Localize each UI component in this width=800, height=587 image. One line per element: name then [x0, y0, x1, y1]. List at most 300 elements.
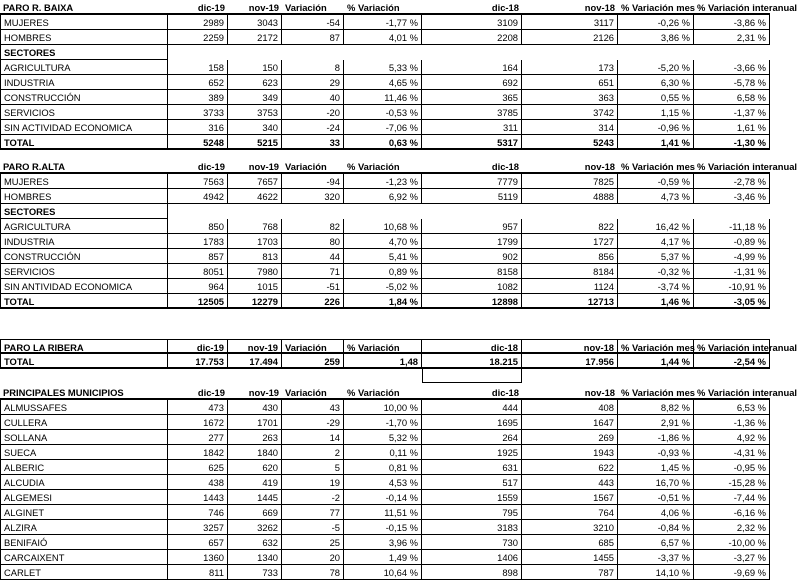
cell-dic19: 625 [168, 460, 228, 475]
cell-dic19: 652 [168, 75, 228, 90]
cell-nov19: 3753 [228, 105, 282, 120]
cell-nov18: 3742 [522, 105, 618, 120]
cell-nov18: 856 [522, 249, 618, 264]
cell-variacion: 5 [282, 460, 344, 475]
cell-variacion: 2 [282, 445, 344, 460]
cell-pct-variacion-mes: -5,20 % [618, 60, 694, 75]
cell-nov19: 349 [228, 90, 282, 105]
cell-label: PARO LA RIBERA [0, 339, 168, 354]
table-row [0, 565, 800, 580]
cell-pct-variacion-interanual: -2,78 % [694, 174, 770, 189]
cell-variacion: 20 [282, 550, 344, 565]
cell-pct-variacion: 0,11 % [344, 445, 422, 460]
cell-pct-variacion: 10,64 % [344, 565, 422, 580]
cell-pct-variacion-mes: -0,32 % [618, 264, 694, 279]
cell-pct-variacion-mes: 4,06 % [618, 505, 694, 520]
cell-pct-variacion-interanual: -2,54 % [694, 354, 770, 369]
cell-pct-variacion-mes: 8,82 % [618, 400, 694, 415]
cell-pct-variacion-interanual: -3,05 % [694, 294, 770, 309]
cell-dic18: 7779 [422, 174, 522, 189]
cell-dic19: 3257 [168, 520, 228, 535]
cell-dic18: 1799 [422, 234, 522, 249]
cell-variacion: -2 [282, 490, 344, 505]
cell-dic19: dic-19 [168, 159, 228, 174]
cell-variacion: -5 [282, 520, 344, 535]
cell-nov18: 8184 [522, 264, 618, 279]
cell-pct-variacion-mes: 0,55 % [618, 90, 694, 105]
cell-dic18: 5317 [422, 135, 522, 150]
cell-variacion: 82 [282, 219, 344, 234]
cell-nov19: 1340 [228, 550, 282, 565]
cell-label: PARO R.ALTA [0, 159, 168, 174]
cell-nov18: 363 [522, 90, 618, 105]
cell-nov19: 768 [228, 219, 282, 234]
cell-variacion: -20 [282, 105, 344, 120]
cell-dic18: 8158 [422, 264, 522, 279]
cell-label: BENIFAIÓ [0, 535, 168, 550]
cell-pct-variacion-interanual: -4,31 % [694, 445, 770, 460]
cell-pct-variacion-interanual: -15,28 % [694, 475, 770, 490]
block-header [0, 0, 800, 15]
table-row [0, 279, 800, 294]
cell-dic19: 17.753 [168, 354, 228, 369]
cell-pct-variacion: % Variación [344, 159, 422, 174]
cell-label: ALCUDIA [0, 475, 168, 490]
cell-pct-variacion: 5,33 % [344, 60, 422, 75]
cell-variacion: 71 [282, 264, 344, 279]
cell-dic19: 438 [168, 475, 228, 490]
cell-dic19: 277 [168, 430, 228, 445]
table-row [0, 520, 800, 535]
cell-label: SIN ANTIVIDAD ECONOMICA [0, 279, 168, 294]
cell-nov19: 3043 [228, 15, 282, 30]
cell-variacion: 80 [282, 234, 344, 249]
municipios-header [0, 385, 800, 400]
table-row [0, 264, 800, 279]
cell-pct-variacion-mes: -3,74 % [618, 279, 694, 294]
cell-pct-variacion-interanual: 1,61 % [694, 120, 770, 135]
section-label: SECTORES [0, 204, 168, 219]
cell-pct-variacion: 4,53 % [344, 475, 422, 490]
cell-nov19: 7980 [228, 264, 282, 279]
cell-pct-variacion: 11,46 % [344, 90, 422, 105]
cell-dic18: dic-18 [422, 0, 522, 15]
cell-pct-variacion: % Variación [344, 339, 422, 354]
cell-pct-variacion-interanual: -5,78 % [694, 75, 770, 90]
cell-pct-variacion: 1,84 % [344, 294, 422, 309]
cell-pct-variacion-interanual: % Variación interanual [694, 385, 770, 400]
cell-pct-variacion-mes: -0,51 % [618, 490, 694, 505]
cell-nov19: 623 [228, 75, 282, 90]
cell-pct-variacion-interanual: -4,99 % [694, 249, 770, 264]
cell-pct-variacion: 4,01 % [344, 30, 422, 45]
cell-dic18: 902 [422, 249, 522, 264]
cell-dic18: 1695 [422, 415, 522, 430]
cell-label: ALGEMESI [0, 490, 168, 505]
cell-nov18: 17.956 [522, 354, 618, 369]
cell-pct-variacion-interanual: % Variación interanual [694, 0, 770, 15]
cell-pct-variacion: 0,63 % [344, 135, 422, 150]
table-row [0, 60, 800, 75]
cell-pct-variacion-interanual: -3,27 % [694, 550, 770, 565]
cell-variacion: Variación [282, 385, 344, 400]
cell-nov19: 12279 [228, 294, 282, 309]
cell-label: SIN ACTIVIDAD ECONOMICA [0, 120, 168, 135]
cell-nov19: 1701 [228, 415, 282, 430]
cell-dic19: 857 [168, 249, 228, 264]
cell-label: CONSTRUCCIÓN [0, 90, 168, 105]
cell-dic18: 692 [422, 75, 522, 90]
table-row [0, 550, 800, 565]
cell-nov19: 620 [228, 460, 282, 475]
cell-nov19: 669 [228, 505, 282, 520]
ribera-header [0, 339, 800, 354]
cell-dic19: 8051 [168, 264, 228, 279]
cell-nov19: 5215 [228, 135, 282, 150]
cell-nov18: 314 [522, 120, 618, 135]
cell-nov18: 764 [522, 505, 618, 520]
cell-nov19: 419 [228, 475, 282, 490]
cell-pct-variacion-mes: -0,59 % [618, 174, 694, 189]
cell-pct-variacion: -1,70 % [344, 415, 422, 430]
cell-label: TOTAL [0, 294, 168, 309]
cell-pct-variacion: 11,51 % [344, 505, 422, 520]
cell-variacion: 78 [282, 565, 344, 580]
cell-pct-variacion: 1,49 % [344, 550, 422, 565]
cell-label: SERVICIOS [0, 264, 168, 279]
cell-dic19: 1672 [168, 415, 228, 430]
cell-pct-variacion: 10,00 % [344, 400, 422, 415]
cell-variacion: 25 [282, 535, 344, 550]
cell-pct-variacion-mes: 3,86 % [618, 30, 694, 45]
cell-label: HOMBRES [0, 189, 168, 204]
cell-dic18: 1925 [422, 445, 522, 460]
cell-nov18: 12713 [522, 294, 618, 309]
cell-pct-variacion-interanual: 4,92 % [694, 430, 770, 445]
cell-dic19: 7563 [168, 174, 228, 189]
cell-pct-variacion-mes: % Variación mes [618, 385, 694, 400]
cell-pct-variacion-interanual: -1,37 % [694, 105, 770, 120]
cell-variacion: Variación [282, 339, 344, 354]
cell-pct-variacion-mes: 4,17 % [618, 234, 694, 249]
cell-pct-variacion-mes: 1,46 % [618, 294, 694, 309]
cell-dic19: 1443 [168, 490, 228, 505]
cell-label: ALMUSSAFES [0, 400, 168, 415]
cell-variacion: 44 [282, 249, 344, 264]
cell-pct-variacion-interanual: -3,86 % [694, 15, 770, 30]
cell-nov18: 3210 [522, 520, 618, 535]
cell-nov18: 173 [522, 60, 618, 75]
cell-label: SERVICIOS [0, 105, 168, 120]
total-row [0, 135, 800, 150]
cell-nov19: 1703 [228, 234, 282, 249]
cell-dic18: 164 [422, 60, 522, 75]
cell-dic18: 957 [422, 219, 522, 234]
cell-pct-variacion-interanual: % Variación interanual [694, 159, 770, 174]
table-row [0, 249, 800, 264]
cell-pct-variacion-interanual: -3,66 % [694, 60, 770, 75]
cell-pct-variacion-mes: 1,15 % [618, 105, 694, 120]
cell-dic18: 12898 [422, 294, 522, 309]
cell-dic18: dic-18 [422, 159, 522, 174]
cell-variacion: 19 [282, 475, 344, 490]
cell-pct-variacion-mes: 6,57 % [618, 535, 694, 550]
ribera-total-row [0, 354, 800, 369]
cell-nov19: nov-19 [228, 385, 282, 400]
cell-variacion: 259 [282, 354, 344, 369]
cell-dic18: 1406 [422, 550, 522, 565]
cell-pct-variacion-interanual: -0,95 % [694, 460, 770, 475]
cell-nov19: 1445 [228, 490, 282, 505]
cell-variacion: 87 [282, 30, 344, 45]
cell-label: TOTAL [0, 354, 168, 369]
cell-dic19: dic-19 [168, 385, 228, 400]
cell-nov18: nov-18 [522, 159, 618, 174]
cell-dic18: 2208 [422, 30, 522, 45]
cell-nov18: nov-18 [522, 0, 618, 15]
cell-variacion: -29 [282, 415, 344, 430]
cell-pct-variacion-interanual: -10,91 % [694, 279, 770, 294]
cell-variacion: 14 [282, 430, 344, 445]
cell-pct-variacion-mes: 16,70 % [618, 475, 694, 490]
cell-pct-variacion-mes: -0,26 % [618, 15, 694, 30]
cell-nov18: 1727 [522, 234, 618, 249]
cell-pct-variacion-interanual: -3,46 % [694, 189, 770, 204]
cell-pct-variacion: -0,53 % [344, 105, 422, 120]
table-row [0, 30, 800, 45]
table-row [0, 219, 800, 234]
cell-nov19: 3262 [228, 520, 282, 535]
cell-pct-variacion-interanual: 6,53 % [694, 400, 770, 415]
cell-variacion: 8 [282, 60, 344, 75]
cell-pct-variacion: -1,77 % [344, 15, 422, 30]
cell-dic18: 18.215 [422, 354, 522, 369]
cell-dic18: 3183 [422, 520, 522, 535]
cell-dic19: 158 [168, 60, 228, 75]
cell-dic19: 811 [168, 565, 228, 580]
table-row [0, 75, 800, 90]
cell-nov18: 1943 [522, 445, 618, 460]
table-row [0, 445, 800, 460]
cell-dic19: 3733 [168, 105, 228, 120]
cell-nov18: 822 [522, 219, 618, 234]
section-label: SECTORES [0, 45, 168, 60]
cell-nov18: 4888 [522, 189, 618, 204]
cell-nov18: 7825 [522, 174, 618, 189]
cell-variacion: Variación [282, 0, 344, 15]
cell-pct-variacion: 1,48 [344, 354, 422, 369]
cell-label: ALZIRA [0, 520, 168, 535]
cell-nov18: 1455 [522, 550, 618, 565]
cell-nov19: 813 [228, 249, 282, 264]
cell-pct-variacion: 6,92 % [344, 189, 422, 204]
table-row [0, 15, 800, 30]
cell-variacion: 320 [282, 189, 344, 204]
sectores-label [0, 45, 800, 60]
cell-dic19: dic-19 [168, 339, 228, 354]
cell-nov18: 622 [522, 460, 618, 475]
cell-pct-variacion-interanual: -1,36 % [694, 415, 770, 430]
cell-pct-variacion-interanual: -1,30 % [694, 135, 770, 150]
cell-pct-variacion-mes: % Variación mes [618, 0, 694, 15]
cell-nov19: 1840 [228, 445, 282, 460]
cell-pct-variacion: 4,65 % [344, 75, 422, 90]
cell-pct-variacion-mes: % Variación mes [618, 339, 694, 354]
cell-pct-variacion: 5,32 % [344, 430, 422, 445]
cell-dic19: 1783 [168, 234, 228, 249]
cell-dic18: 311 [422, 120, 522, 135]
cell-dic18: 1559 [422, 490, 522, 505]
cell-label: ALGINET [0, 505, 168, 520]
table-row [0, 535, 800, 550]
cell-dic18: 3785 [422, 105, 522, 120]
cell-pct-variacion-mes: 16,42 % [618, 219, 694, 234]
cell-pct-variacion: -7,06 % [344, 120, 422, 135]
cell-pct-variacion-mes: -1,86 % [618, 430, 694, 445]
cell-label: PARO R. BAIXA [0, 0, 168, 15]
cell-label: INDUSTRIA [0, 234, 168, 249]
empty-cell-box [422, 369, 522, 383]
cell-pct-variacion: 10,68 % [344, 219, 422, 234]
cell-label: MUJERES [0, 15, 168, 30]
cell-nov19: 263 [228, 430, 282, 445]
cell-dic19: 850 [168, 219, 228, 234]
cell-dic19: 657 [168, 535, 228, 550]
cell-variacion: 77 [282, 505, 344, 520]
cell-pct-variacion-interanual: % Variación interanual [694, 339, 770, 354]
cell-pct-variacion-mes: 1,44 % [618, 354, 694, 369]
cell-nov18: 685 [522, 535, 618, 550]
cell-nov18: nov-18 [522, 385, 618, 400]
cell-nov18: 1647 [522, 415, 618, 430]
cell-label: SUECA [0, 445, 168, 460]
table-row [0, 475, 800, 490]
cell-nov18: 787 [522, 565, 618, 580]
cell-dic19: 389 [168, 90, 228, 105]
cell-dic19: 316 [168, 120, 228, 135]
cell-dic19: 964 [168, 279, 228, 294]
cell-nov18: 1567 [522, 490, 618, 505]
cell-label: ALBERIC [0, 460, 168, 475]
cell-dic19: dic-19 [168, 0, 228, 15]
cell-nov19: 150 [228, 60, 282, 75]
cell-variacion: Variación [282, 159, 344, 174]
cell-label: CARLET [0, 565, 168, 580]
cell-pct-variacion: 3,96 % [344, 535, 422, 550]
cell-pct-variacion: -0,15 % [344, 520, 422, 535]
cell-pct-variacion-interanual: 6,58 % [694, 90, 770, 105]
cell-pct-variacion-mes: 1,45 % [618, 460, 694, 475]
cell-pct-variacion-interanual: -0,89 % [694, 234, 770, 249]
cell-nov19: 733 [228, 565, 282, 580]
cell-label: CULLERA [0, 415, 168, 430]
cell-dic18: 517 [422, 475, 522, 490]
cell-nov19: 2172 [228, 30, 282, 45]
cell-dic19: 473 [168, 400, 228, 415]
table-row [0, 490, 800, 505]
cell-nov18: nov-18 [522, 339, 618, 354]
total-row [0, 294, 800, 309]
cell-pct-variacion: 5,41 % [344, 249, 422, 264]
cell-nov19: 1015 [228, 279, 282, 294]
cell-dic18: 1082 [422, 279, 522, 294]
cell-pct-variacion-mes: % Variación mes [618, 159, 694, 174]
cell-pct-variacion-interanual: -11,18 % [694, 219, 770, 234]
cell-variacion: 33 [282, 135, 344, 150]
cell-pct-variacion-interanual: 2,31 % [694, 30, 770, 45]
table-row [0, 174, 800, 189]
cell-pct-variacion-mes: 1,41 % [618, 135, 694, 150]
cell-pct-variacion-mes: -0,93 % [618, 445, 694, 460]
cell-variacion: 29 [282, 75, 344, 90]
cell-dic19: 746 [168, 505, 228, 520]
cell-dic19: 2259 [168, 30, 228, 45]
cell-pct-variacion: -5,02 % [344, 279, 422, 294]
cell-dic19: 4942 [168, 189, 228, 204]
table-row [0, 120, 800, 135]
cell-pct-variacion: % Variación [344, 385, 422, 400]
cell-variacion: 43 [282, 400, 344, 415]
cell-dic19: 2989 [168, 15, 228, 30]
cell-pct-variacion-mes: 4,73 % [618, 189, 694, 204]
table-row [0, 415, 800, 430]
cell-nov19: 632 [228, 535, 282, 550]
cell-pct-variacion-interanual: -9,69 % [694, 565, 770, 580]
table-row [0, 189, 800, 204]
cell-nov18: 3117 [522, 15, 618, 30]
table-row [0, 234, 800, 249]
cell-nov18: 5243 [522, 135, 618, 150]
cell-pct-variacion-mes: -3,37 % [618, 550, 694, 565]
cell-label: PRINCIPALES MUNICIPIOS [0, 385, 168, 400]
cell-dic18: 5119 [422, 189, 522, 204]
cell-pct-variacion: 0,81 % [344, 460, 422, 475]
cell-nov18: 408 [522, 400, 618, 415]
cell-pct-variacion: -1,23 % [344, 174, 422, 189]
cell-label: CARCAIXENT [0, 550, 168, 565]
cell-pct-variacion: 4,70 % [344, 234, 422, 249]
cell-nov19: nov-19 [228, 0, 282, 15]
table-row [0, 90, 800, 105]
cell-nov19: nov-19 [228, 339, 282, 354]
cell-dic19: 1360 [168, 550, 228, 565]
cell-dic19: 5248 [168, 135, 228, 150]
cell-dic18: 631 [422, 460, 522, 475]
cell-nov19: 7657 [228, 174, 282, 189]
cell-label: INDUSTRIA [0, 75, 168, 90]
cell-variacion: -51 [282, 279, 344, 294]
cell-pct-variacion-mes: 5,37 % [618, 249, 694, 264]
sectores-label [0, 204, 800, 219]
cell-pct-variacion-mes: 14,10 % [618, 565, 694, 580]
cell-pct-variacion-interanual: -1,31 % [694, 264, 770, 279]
cell-label: HOMBRES [0, 30, 168, 45]
table-row [0, 400, 800, 415]
cell-label: MUJERES [0, 174, 168, 189]
cell-pct-variacion-mes: -0,84 % [618, 520, 694, 535]
cell-pct-variacion-interanual: -7,44 % [694, 490, 770, 505]
cell-nov18: 1124 [522, 279, 618, 294]
cell-nov18: 269 [522, 430, 618, 445]
cell-pct-variacion: % Variación [344, 0, 422, 15]
cell-nov19: 430 [228, 400, 282, 415]
cell-label: SOLLANA [0, 430, 168, 445]
cell-dic19: 1842 [168, 445, 228, 460]
cell-pct-variacion-mes: 2,91 % [618, 415, 694, 430]
cell-dic19: 12505 [168, 294, 228, 309]
block-header [0, 159, 800, 174]
cell-nov18: 651 [522, 75, 618, 90]
